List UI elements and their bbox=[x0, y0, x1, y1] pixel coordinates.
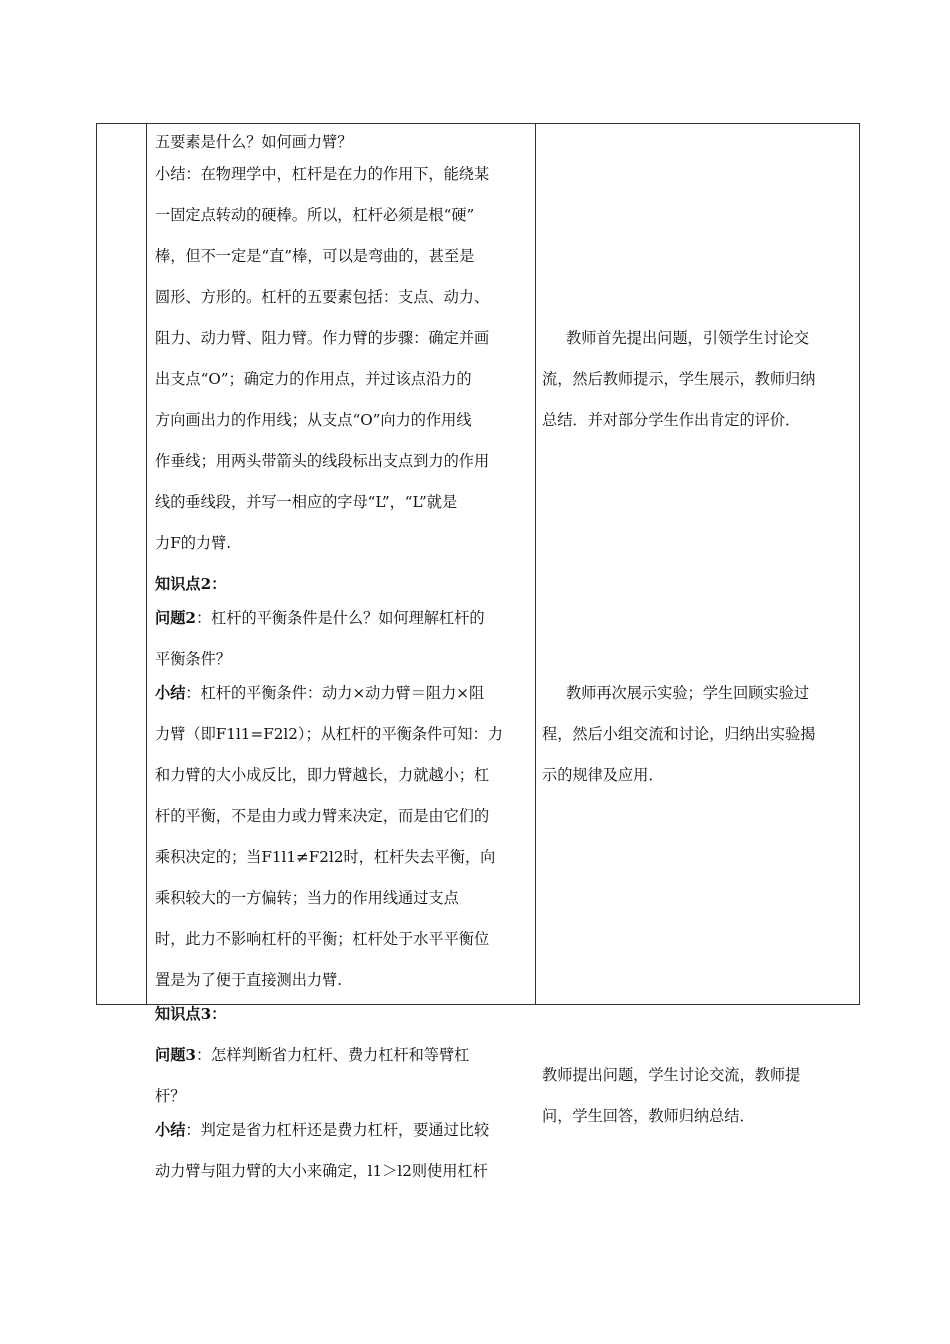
content-line: 乘积较大的一方偏转；当力的作用线通过支点 bbox=[155, 889, 459, 907]
activity-line: 问，学生回答，教师归纳总结． bbox=[542, 1107, 755, 1125]
activity-line: 总结．并对部分学生作出肯定的评价． bbox=[542, 411, 801, 429]
content-line: 方向画出力的作用线；从支点“O”向力的作用线 bbox=[155, 411, 472, 429]
content-line: 乘积决定的；当F1l1≠F2l2时，杠杆失去平衡，向 bbox=[155, 848, 496, 866]
content-line: 知识点3： bbox=[155, 1005, 227, 1023]
content-line: 和力臂的大小成反比，即力臂越长，力就越小；杠 bbox=[155, 766, 490, 784]
content-line: 作垂线；用两头带箭头的线段标出支点到力的作用 bbox=[155, 452, 490, 470]
content-line: 棒，但不一定是“直”棒，可以是弯曲的，甚至是 bbox=[155, 247, 475, 265]
content-line: 阻力、动力臂、阻力臂。作力臂的步骤：确定并画 bbox=[155, 329, 490, 347]
column-divider-2 bbox=[535, 124, 536, 1004]
content-line: 动力臂与阻力臂的大小来确定，l1＞l2则使用杠杆 bbox=[155, 1162, 488, 1180]
content-line: 五要素是什么？如何画力臂？ bbox=[155, 133, 353, 151]
content-line: 杆的平衡，不是由力或力臂来决定，而是由它们的 bbox=[155, 807, 490, 825]
content-line: 一固定点转动的硬棒。所以，杠杆必须是根“硬” bbox=[155, 206, 475, 224]
activity-line: 示的规律及应用． bbox=[542, 766, 664, 784]
content-line: 小结：在物理学中，杠杆是在力的作用下，能绕某 bbox=[155, 165, 490, 183]
content-line: 问题3：怎样判断省力杠杆、费力杠杆和等臂杠 bbox=[155, 1046, 470, 1064]
content-line: 力F的力臂. bbox=[155, 534, 232, 552]
content-line: 圆形、方形的。杠杆的五要素包括：支点、动力、 bbox=[155, 288, 490, 306]
content-line: 线的垂线段，并写一相应的字母“L”，“L”就是 bbox=[155, 493, 458, 511]
content-line: 置是为了便于直接测出力臂. bbox=[155, 971, 343, 989]
activity-line: 教师提出问题，学生讨论交流，教师提 bbox=[542, 1066, 801, 1084]
content-line: 力臂（即F1l1=F2l2）；从杠杆的平衡条件可知：力 bbox=[155, 725, 503, 743]
content-line: 杆？ bbox=[155, 1087, 186, 1105]
content-line: 知识点2： bbox=[155, 575, 227, 593]
content-line: 出支点“O”；确定力的作用点，并过该点沿力的 bbox=[155, 370, 472, 388]
content-line: 问题2：杠杆的平衡条件是什么？如何理解杠杆的 bbox=[155, 609, 485, 627]
activity-line: 教师首先提出问题，引领学生讨论交 bbox=[566, 329, 809, 347]
content-line: 小结：杠杆的平衡条件：动力×动力臂＝阻力×阻 bbox=[155, 684, 485, 702]
activity-line: 程，然后小组交流和讨论，归纳出实验揭 bbox=[542, 725, 816, 743]
content-line: 平衡条件？ bbox=[155, 650, 231, 668]
content-line: 小结：判定是省力杠杆还是费力杠杆，要通过比较 bbox=[155, 1121, 490, 1139]
activity-line: 流，然后教师提示，学生展示，教师归纳 bbox=[542, 370, 816, 388]
lesson-table bbox=[96, 123, 860, 1180]
column-divider-1 bbox=[146, 124, 147, 1004]
activity-line: 教师再次展示实验；学生回顾实验过 bbox=[566, 684, 809, 702]
content-line: 时，此力不影响杠杆的平衡；杠杆处于水平平衡位 bbox=[155, 930, 490, 948]
